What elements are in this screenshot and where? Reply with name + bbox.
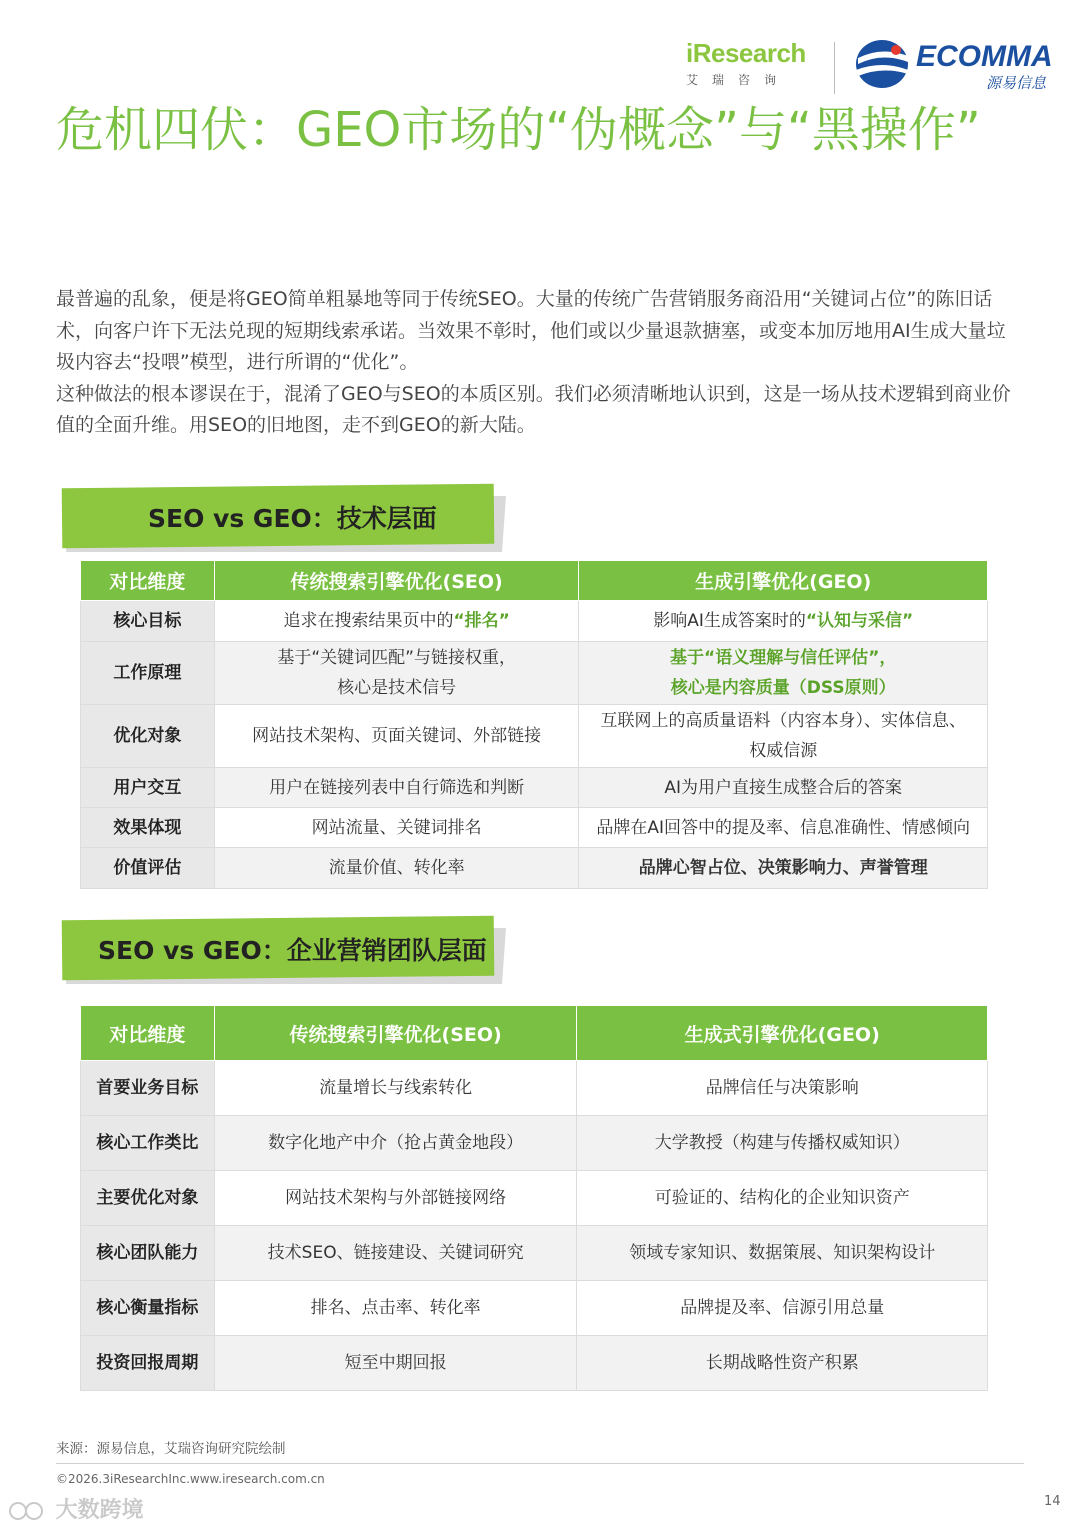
geo-cell: 可验证的、结构化的企业知识资产 xyxy=(577,1171,988,1226)
geo-cell: 品牌在AI回答中的提及率、信息准确性、情感倾向 xyxy=(579,808,988,848)
cell-highlight: 基于“语义理解与信任评估”， xyxy=(670,648,897,668)
source-note: 来源：源易信息，艾瑞咨询研究院绘制 xyxy=(56,1441,286,1457)
row-label: 核心工作类比 xyxy=(81,1116,215,1171)
geo-cell: AI为用户直接生成整合后的答案 xyxy=(579,768,988,808)
row-label: 效果体现 xyxy=(81,808,215,848)
comparison-table-tech xyxy=(80,560,988,889)
ecomma-subtitle: 源易信息 xyxy=(986,74,1047,92)
table-row xyxy=(81,1116,988,1171)
row-label: 核心团队能力 xyxy=(81,1226,215,1281)
iresearch-logo xyxy=(686,38,816,98)
seo-cell xyxy=(214,601,579,642)
column-header: 生成式引擎优化(GEO) xyxy=(577,1006,988,1061)
intro-text xyxy=(56,284,1024,442)
section-banner-tech xyxy=(62,486,494,546)
page-title: 危机四伏：GEO市场的“伪概念”与“黑操作” xyxy=(56,102,981,158)
column-header: 生成引擎优化(GEO) xyxy=(579,561,988,601)
table-row xyxy=(81,601,988,642)
seo-cell: 用户在链接列表中自行筛选和判断 xyxy=(214,768,579,808)
iresearch-subtitle: 艾瑞咨询 xyxy=(686,73,791,87)
seo-cell: 技术SEO、链接建设、关键词研究 xyxy=(214,1226,577,1281)
row-label: 工作原理 xyxy=(81,642,215,705)
cell-highlight: 核心是内容质量（DSS原则） xyxy=(670,678,896,698)
ecomma-globe-icon xyxy=(852,36,912,92)
iresearch-wordmark: iResearch xyxy=(686,38,806,68)
geo-cell: 领域专家知识、数据策展、知识架构设计 xyxy=(577,1226,988,1281)
geo-cell xyxy=(579,705,988,768)
row-label: 首要业务目标 xyxy=(81,1061,215,1116)
seo-cell: 排名、点击率、转化率 xyxy=(214,1281,577,1336)
cell-text: 权威信源 xyxy=(749,741,818,761)
table-row xyxy=(81,848,988,889)
column-header: 传统搜索引擎优化(SEO) xyxy=(214,1006,577,1061)
section-banner-team xyxy=(62,918,494,978)
comparison-table-team xyxy=(80,1005,988,1391)
cell-text: 追求在搜索结果页中的 xyxy=(283,611,454,631)
ecomma-wordmark: ECOMMA xyxy=(916,40,1053,73)
cell-text: 基于“关键词匹配”与链接权重， xyxy=(277,648,516,668)
geo-cell: 品牌心智占位、决策影响力、声誉管理 xyxy=(579,848,988,889)
geo-cell xyxy=(579,642,988,705)
cell-text: 核心是技术信号 xyxy=(337,678,457,698)
cell-highlight: “认知与采信” xyxy=(805,611,914,631)
geo-cell: 品牌信任与决策影响 xyxy=(577,1061,988,1116)
seo-cell: 网站技术架构、页面关键词、外部链接 xyxy=(214,705,579,768)
row-label: 核心目标 xyxy=(81,601,215,642)
table-row xyxy=(81,1061,988,1116)
seo-cell: 流量价值、转化率 xyxy=(214,848,579,889)
table-row xyxy=(81,1281,988,1336)
banner-label: SEO vs GEO：技术层面 xyxy=(148,504,437,533)
table-row xyxy=(81,1336,988,1391)
banner-label: SEO vs GEO：企业营销团队层面 xyxy=(98,936,487,965)
table-row xyxy=(81,808,988,848)
intro-paragraph: 这种做法的根本谬误在于，混淆了GEO与SEO的本质区别。我们必须清晰地认识到，这是一场从技术逻辑到商业价值的全面升维。用SEO的旧地图，走不到GEO的新大陆。 xyxy=(56,382,1011,436)
footer-divider xyxy=(56,1463,1024,1464)
geo-cell xyxy=(579,601,988,642)
seo-cell xyxy=(214,642,579,705)
seo-cell: 数字化地产中介（抢占黄金地段） xyxy=(214,1116,577,1171)
geo-cell: 长期战略性资产积累 xyxy=(577,1336,988,1391)
table-row xyxy=(81,1226,988,1281)
table-row xyxy=(81,1171,988,1226)
geo-cell: 品牌提及率、信源引用总量 xyxy=(577,1281,988,1336)
row-label: 投资回报周期 xyxy=(81,1336,215,1391)
column-header: 传统搜索引擎优化(SEO) xyxy=(214,561,579,601)
table-row xyxy=(81,768,988,808)
row-label: 核心衡量指标 xyxy=(81,1281,215,1336)
row-label: 价值评估 xyxy=(81,848,215,889)
intro-paragraph: 最普遍的乱象，便是将GEO简单粗暴地等同于传统SEO。大量的传统广告营销服务商沿用“关键词占位”的陈旧话术，向客户许下无法兑现的短期线索承诺。当效果不彰时，他们或以少量退款搪塞，或变本加厉地用AI生成大量垃圾内容去“投喂”模型，进行所谓的“优化”。 xyxy=(56,288,1006,373)
row-label: 用户交互 xyxy=(81,768,215,808)
column-header: 对比维度 xyxy=(81,1006,215,1061)
seo-cell: 短至中期回报 xyxy=(214,1336,577,1391)
table-header-row xyxy=(81,1006,988,1061)
table-row xyxy=(81,642,988,705)
cell-text: 影响AI生成答案时的 xyxy=(653,611,806,631)
column-header: 对比维度 xyxy=(81,561,215,601)
watermark xyxy=(8,1493,144,1524)
watermark-logo-icon xyxy=(8,1500,48,1522)
geo-cell: 大学教授（构建与传播权威知识） xyxy=(577,1116,988,1171)
row-label: 主要优化对象 xyxy=(81,1171,215,1226)
row-label: 优化对象 xyxy=(81,705,215,768)
table-row xyxy=(81,705,988,768)
seo-cell: 流量增长与线索转化 xyxy=(214,1061,577,1116)
seo-cell: 网站技术架构与外部链接网络 xyxy=(214,1171,577,1226)
ecomma-logo xyxy=(852,36,1057,96)
seo-cell: 网站流量、关键词排名 xyxy=(214,808,579,848)
page-number: 14 xyxy=(1044,1494,1061,1509)
cell-text: 互联网上的高质量语料（内容本身）、实体信息、 xyxy=(600,711,966,731)
copyright: ©2026.3iResearchInc.www.iresearch.com.cn xyxy=(56,1472,325,1486)
cell-highlight: “排名” xyxy=(453,611,510,631)
logo-divider xyxy=(834,42,835,94)
table-header-row xyxy=(81,561,988,601)
watermark-text: 大数跨境 xyxy=(55,1498,144,1523)
